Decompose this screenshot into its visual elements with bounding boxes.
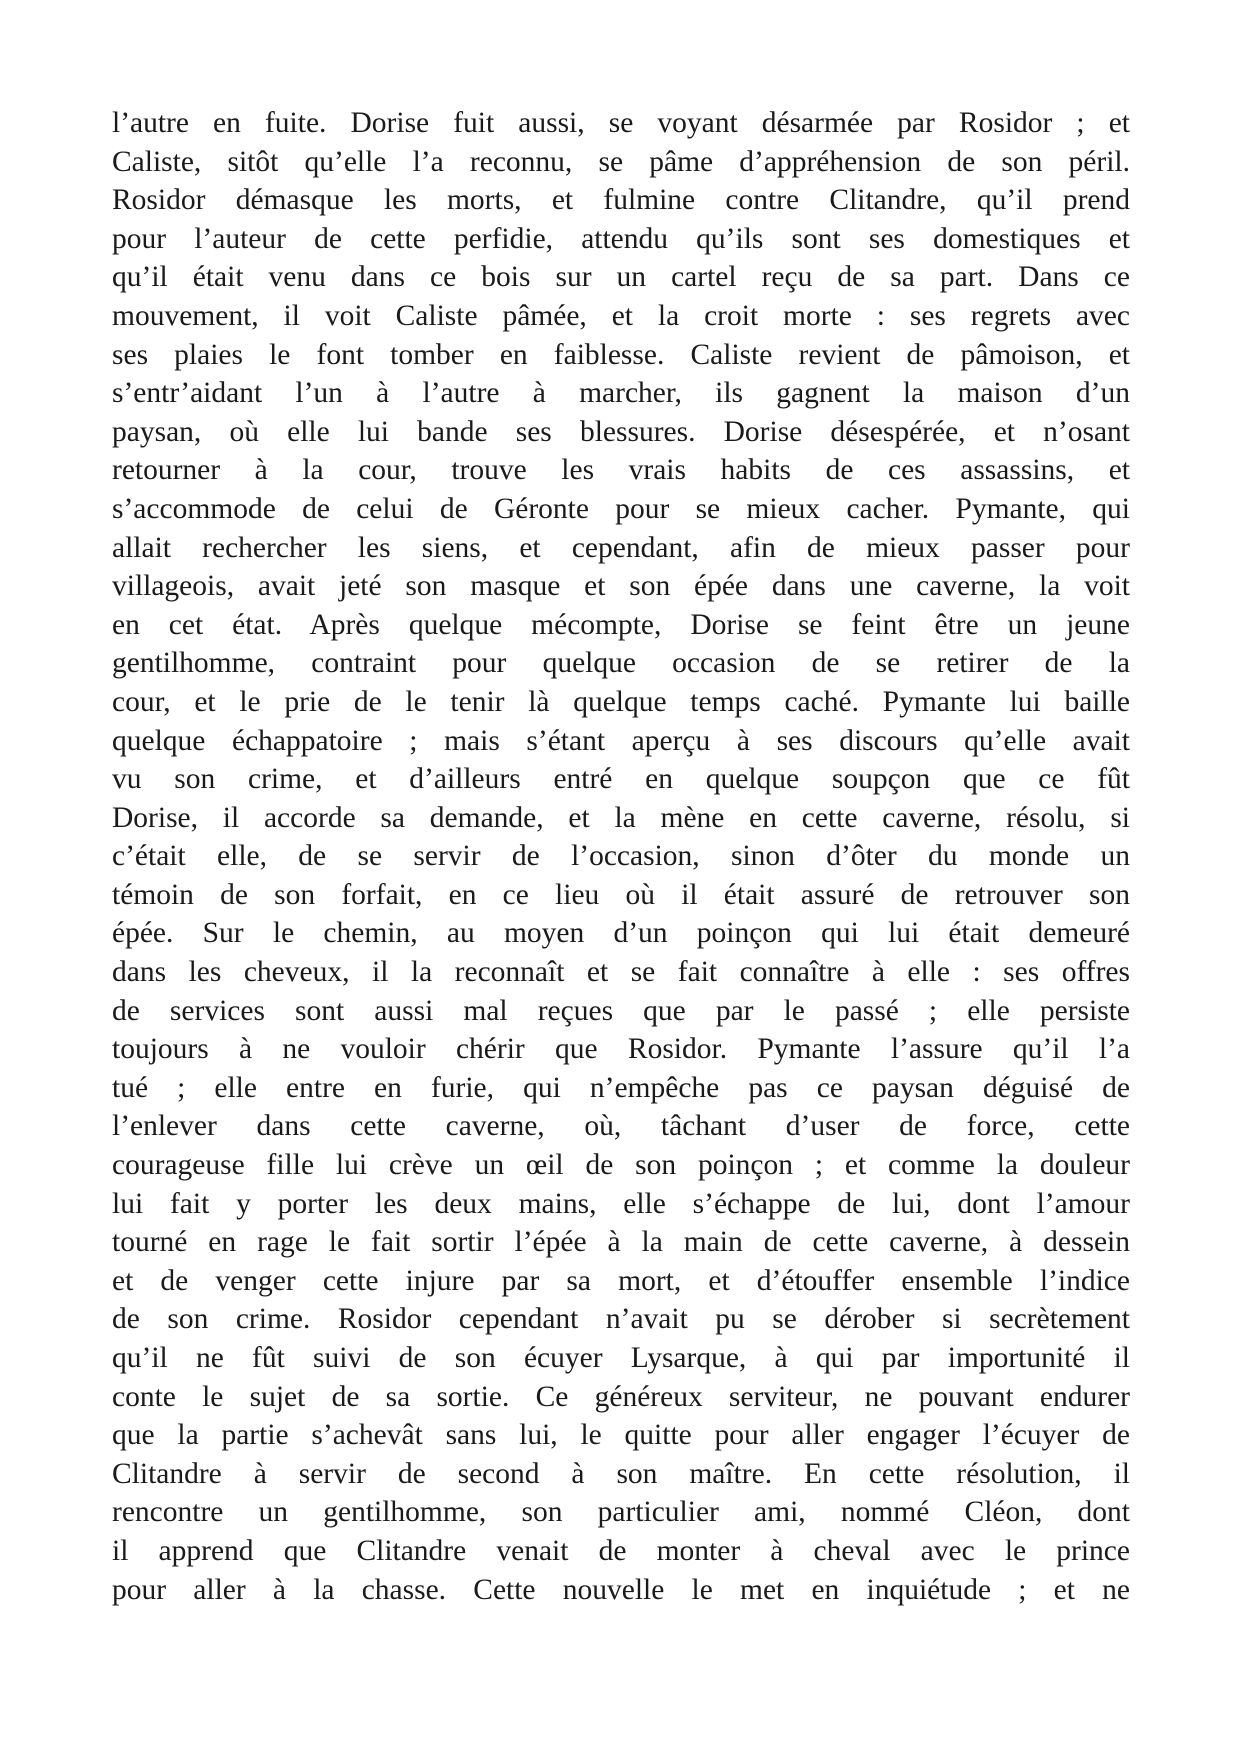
document-page — [112, 104, 1130, 1704]
text-line: toujours à ne vouloir chérir que Rosidor. Pymante l’assure qu’il l’a — [112, 1033, 1130, 1066]
text-line: qu’il était venu dans ce bois sur un cartel reçu de sa part. Dans ce — [112, 261, 1130, 294]
text-line: de services sont aussi mal reçues que par le passé ; elle persiste — [112, 994, 1130, 1027]
text-line: pour l’auteur de cette perfidie, attendu qu’ils sont ses domestiques et — [112, 222, 1130, 255]
text-line: lui fait y porter les deux mains, elle s’échappe de lui, dont l’amour — [112, 1187, 1130, 1220]
text-line: dans les cheveux, il la reconnaît et se fait connaître à elle : ses offres — [112, 956, 1130, 989]
text-line: tué ; elle entre en furie, qui n’empêche pas ce paysan déguisé de — [112, 1071, 1130, 1104]
text-line: Caliste, sitôt qu’elle l’a reconnu, se pâme d’appréhension de son péril. — [112, 145, 1130, 178]
text-line: conte le sujet de sa sortie. Ce généreux serviteur, ne pouvant endurer — [112, 1380, 1130, 1413]
text-line: l’enlever dans cette caverne, où, tâchant d’user de force, cette — [112, 1110, 1130, 1143]
text-line: s’accommode de celui de Géronte pour se mieux cacher. Pymante, qui — [112, 492, 1130, 525]
text-line: il apprend que Clitandre venait de monter à cheval avec le prince — [112, 1534, 1130, 1567]
text-line: épée. Sur le chemin, au moyen d’un poinçon qui lui était demeuré — [112, 917, 1130, 950]
text-line: Clitandre à servir de second à son maître. En cette résolution, il — [112, 1457, 1130, 1490]
text-line: courageuse fille lui crève un œil de son poinçon ; et comme la douleur — [112, 1149, 1130, 1182]
text-line: vu son crime, et d’ailleurs entré en quelque soupçon que ce fût — [112, 763, 1130, 796]
text-line: Rosidor démasque les morts, et fulmine contre Clitandre, qu’il prend — [112, 184, 1130, 217]
text-line: allait rechercher les siens, et cependant, afin de mieux passer pour — [112, 531, 1130, 564]
text-line: s’entr’aidant l’un à l’autre à marcher, ils gagnent la maison d’un — [112, 377, 1130, 410]
text-line: que la partie s’achevât sans lui, le quitte pour aller engager l’écuyer de — [112, 1419, 1130, 1452]
text-line: quelque échappatoire ; mais s’étant aperçu à ses discours qu’elle avait — [112, 724, 1130, 757]
text-line: retourner à la cour, trouve les vrais habits de ces assassins, et — [112, 454, 1130, 487]
text-line: pour aller à la chasse. Cette nouvelle le met en inquiétude ; et ne — [112, 1573, 1130, 1606]
text-line: ses plaies le font tomber en faiblesse. Caliste revient de pâmoison, et — [112, 338, 1130, 371]
text-line: en cet état. Après quelque mécompte, Dorise se feint être un jeune — [112, 608, 1130, 641]
text-line: rencontre un gentilhomme, son particulier ami, nommé Cléon, dont — [112, 1496, 1130, 1529]
text-line: gentilhomme, contraint pour quelque occasion de se retirer de la — [112, 647, 1130, 680]
text-line: de son crime. Rosidor cependant n’avait pu se dérober si secrètement — [112, 1303, 1130, 1336]
text-line: témoin de son forfait, en ce lieu où il était assuré de retrouver son — [112, 878, 1130, 911]
text-line: l’autre en fuite. Dorise fuit aussi, se voyant désarmée par Rosidor ; et — [112, 107, 1130, 139]
text-line: cour, et le prie de le tenir là quelque temps caché. Pymante lui baille — [112, 685, 1130, 718]
text-line: c’était elle, de se servir de l’occasion, sinon d’ôter du monde un — [112, 840, 1130, 873]
text-line: paysan, où elle lui bande ses blessures. Dorise désespérée, et n’osant — [112, 415, 1130, 448]
body-paragraph — [112, 104, 1130, 1609]
text-line: qu’il ne fût suivi de son écuyer Lysarque, à qui par importunité il — [112, 1342, 1130, 1374]
text-line: et de venger cette injure par sa mort, et d’étouffer ensemble l’indice — [112, 1264, 1130, 1297]
text-line: mouvement, il voit Caliste pâmée, et la croit morte : ses regrets avec — [112, 299, 1130, 332]
text-line: villageois, avait jeté son masque et son épée dans une caverne, la voit — [112, 570, 1130, 603]
text-line: tourné en rage le fait sortir l’épée à la main de cette caverne, à dessein — [112, 1226, 1130, 1259]
text-line: Dorise, il accorde sa demande, et la mène en cette caverne, résolu, si — [112, 801, 1130, 834]
